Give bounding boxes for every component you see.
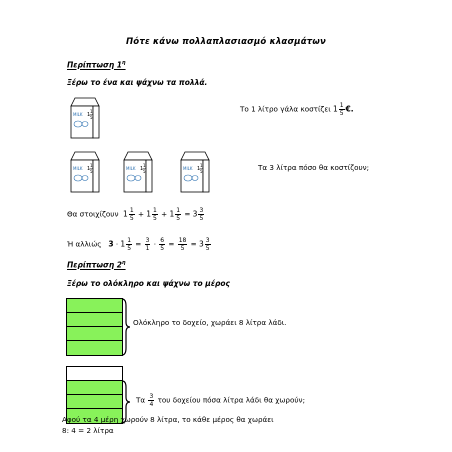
svg-text:MILK: MILK (73, 112, 83, 117)
svg-text:1: 1 (143, 163, 146, 168)
svg-text:5: 5 (200, 169, 203, 174)
svg-text:1: 1 (197, 166, 201, 172)
container-part (67, 395, 122, 409)
svg-text:1: 1 (200, 163, 203, 168)
container-part (67, 381, 122, 395)
svg-text:MILK: MILK (126, 166, 136, 171)
svg-text:5: 5 (90, 169, 93, 174)
container-part (67, 327, 122, 341)
full-container (66, 298, 123, 356)
milk-carton-icon (177, 150, 213, 194)
milk-carton-icon (67, 96, 103, 140)
milk-carton-icon (67, 150, 103, 194)
alt-equation: Ή αλλιώς 3 · 1 $\frac{1}{5}$ = $\frac{3}{1}$ · $\frac{6}{5}$ = $\frac{18}{5}$ = 3 $\frac{3}{5}$ (67, 237, 210, 252)
svg-text:1: 1 (90, 109, 93, 114)
question-text: Τα 3 λίτρα πόσο θα κοστίζουν; (258, 163, 370, 172)
explanation-line-1: Αφού τα 4 μέρη χωρούν 8 λίτρα, το κάθε μέρος θα χωράει (62, 415, 274, 424)
page-title: Πότε κάνω πολλαπλασιασμό κλασμάτων (125, 37, 326, 47)
price-statement: Το 1 λίτρο γάλα κοστίζει 1 $\frac{1}{5}$ €. (240, 102, 354, 117)
svg-text:5: 5 (90, 115, 93, 120)
right-brace-icon (121, 298, 131, 356)
milk-carton-icon (120, 150, 156, 194)
container-part (67, 341, 122, 355)
svg-text:MILK: MILK (73, 166, 83, 171)
case1-heading: Περίπτωση $1^\eta$ (67, 60, 126, 70)
explanation-line-2: 8: 4 = 2 λίτρα (62, 426, 114, 435)
part-question: Τα $\frac{3}{4}$ του δοχείου πόσα λίτρα λάδι θα χωρούν; (136, 393, 305, 408)
svg-text:MILK: MILK (183, 166, 193, 171)
svg-text:5: 5 (143, 169, 146, 174)
container-part (67, 313, 122, 327)
case2-subheading: Ξέρω το ολόκληρο και ψάχνω το μέρος (67, 279, 230, 288)
sum-equation: Θα στοιχίζουν 1 $\frac{1}{5}$ + 1 $\frac{1}{5}$ + 1 $\frac{1}{5}$ = 3 $\frac{3}{5}$ (67, 207, 204, 222)
container-part (67, 299, 122, 313)
whole-container-text: Ολόκληρο το δοχείο, χωράει 8 λίτρα λάδι. (133, 318, 287, 327)
svg-text:1: 1 (87, 166, 91, 172)
svg-text:1: 1 (90, 163, 93, 168)
case1-subheading: Ξέρω το ένα και ψάχνω τα πολλά. (67, 78, 208, 87)
svg-text:1: 1 (140, 166, 144, 172)
case2-heading: Περίπτωση $2^\eta$ (67, 260, 126, 270)
svg-text:1: 1 (87, 112, 91, 118)
container-part-empty (67, 367, 122, 381)
